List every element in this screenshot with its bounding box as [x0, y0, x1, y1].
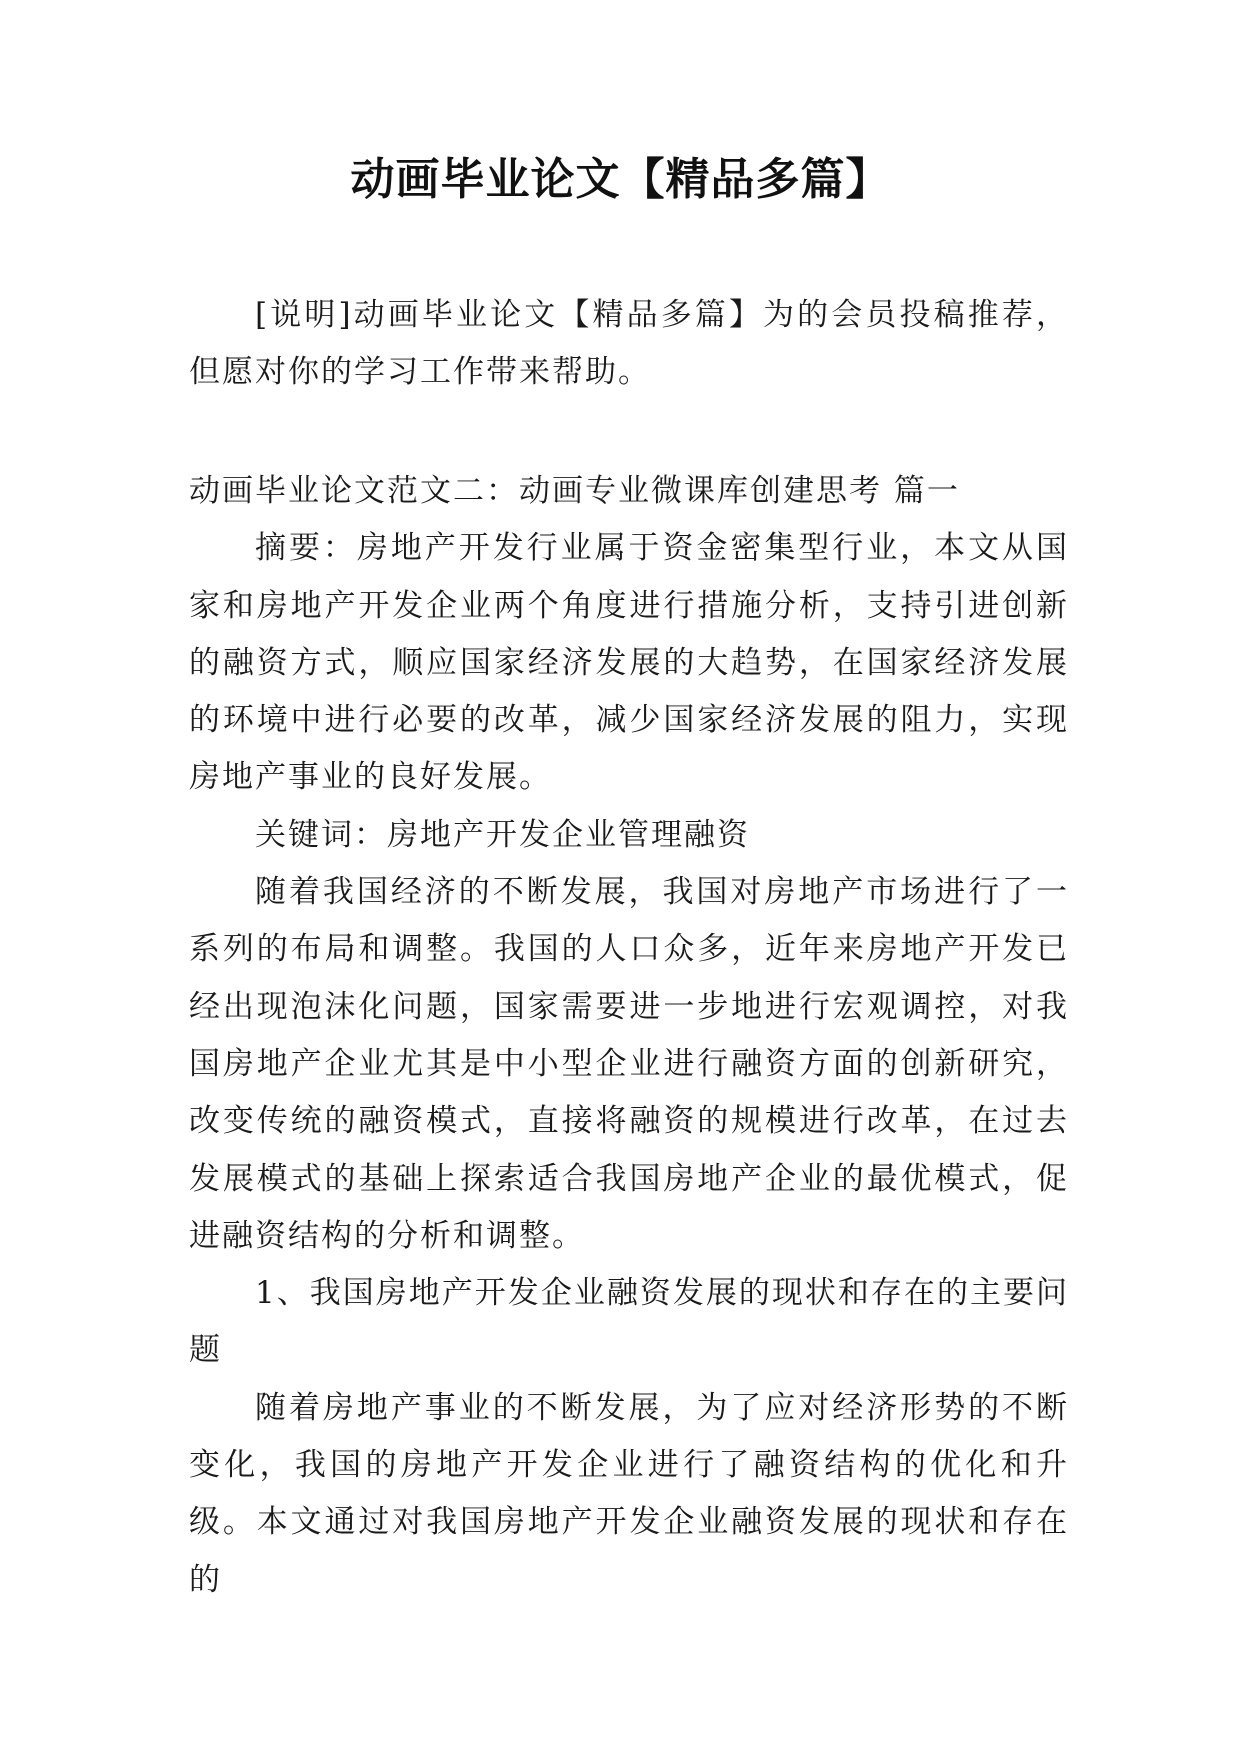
body-paragraph: 随着房地产事业的不断发展，为了应对经济形势的不断变化，我国的房地产开发企业进行了融资结构的优化和升级。本文通过对我国房地产开发企业融资发展的现状和存在的: [189, 1389, 1069, 1598]
intro-paragraph: [说明]动画毕业论文【精品多篇】为的会员投稿推荐，但愿对你的学习工作带来帮助。: [189, 297, 1069, 391]
intro-block: [189, 287, 1069, 402]
document-title: 动画毕业论文【精品多篇】: [350, 154, 891, 205]
section-heading: 动画毕业论文范文二：动画专业微课库创建思考 篇一: [189, 473, 960, 509]
article-body: [189, 463, 1069, 1609]
subheading: 1、我国房地产开发企业融资发展的现状和存在的主要问题: [189, 1275, 1069, 1369]
abstract-paragraph: 摘要：房地产开发行业属于资金密集型行业，本文从国家和房地产开发企业两个角度进行措施分析，支持引进创新的融资方式，顺应国家经济发展的大趋势，在国家经济发展的环境中进行必要的改革，减少国家经济发展的阻力，实现房地产事业的良好发展。: [189, 530, 1069, 796]
body-paragraph: 随着我国经济的不断发展，我国对房地产市场进行了一系列的布局和调整。我国的人口众多，近年来房地产开发已经出现泡沫化问题，国家需要进一步地进行宏观调控，对我国房地产企业尤其是中小型企业进行融资方面的创新研究，改变传统的融资模式，直接将融资的规模进行改革，在过去发展模式的基础上探索适合我国房地产企业的最优模式，促进融资结构的分析和调整。: [189, 874, 1069, 1254]
keywords-paragraph: 关键词：房地产开发企业管理融资: [255, 816, 750, 853]
